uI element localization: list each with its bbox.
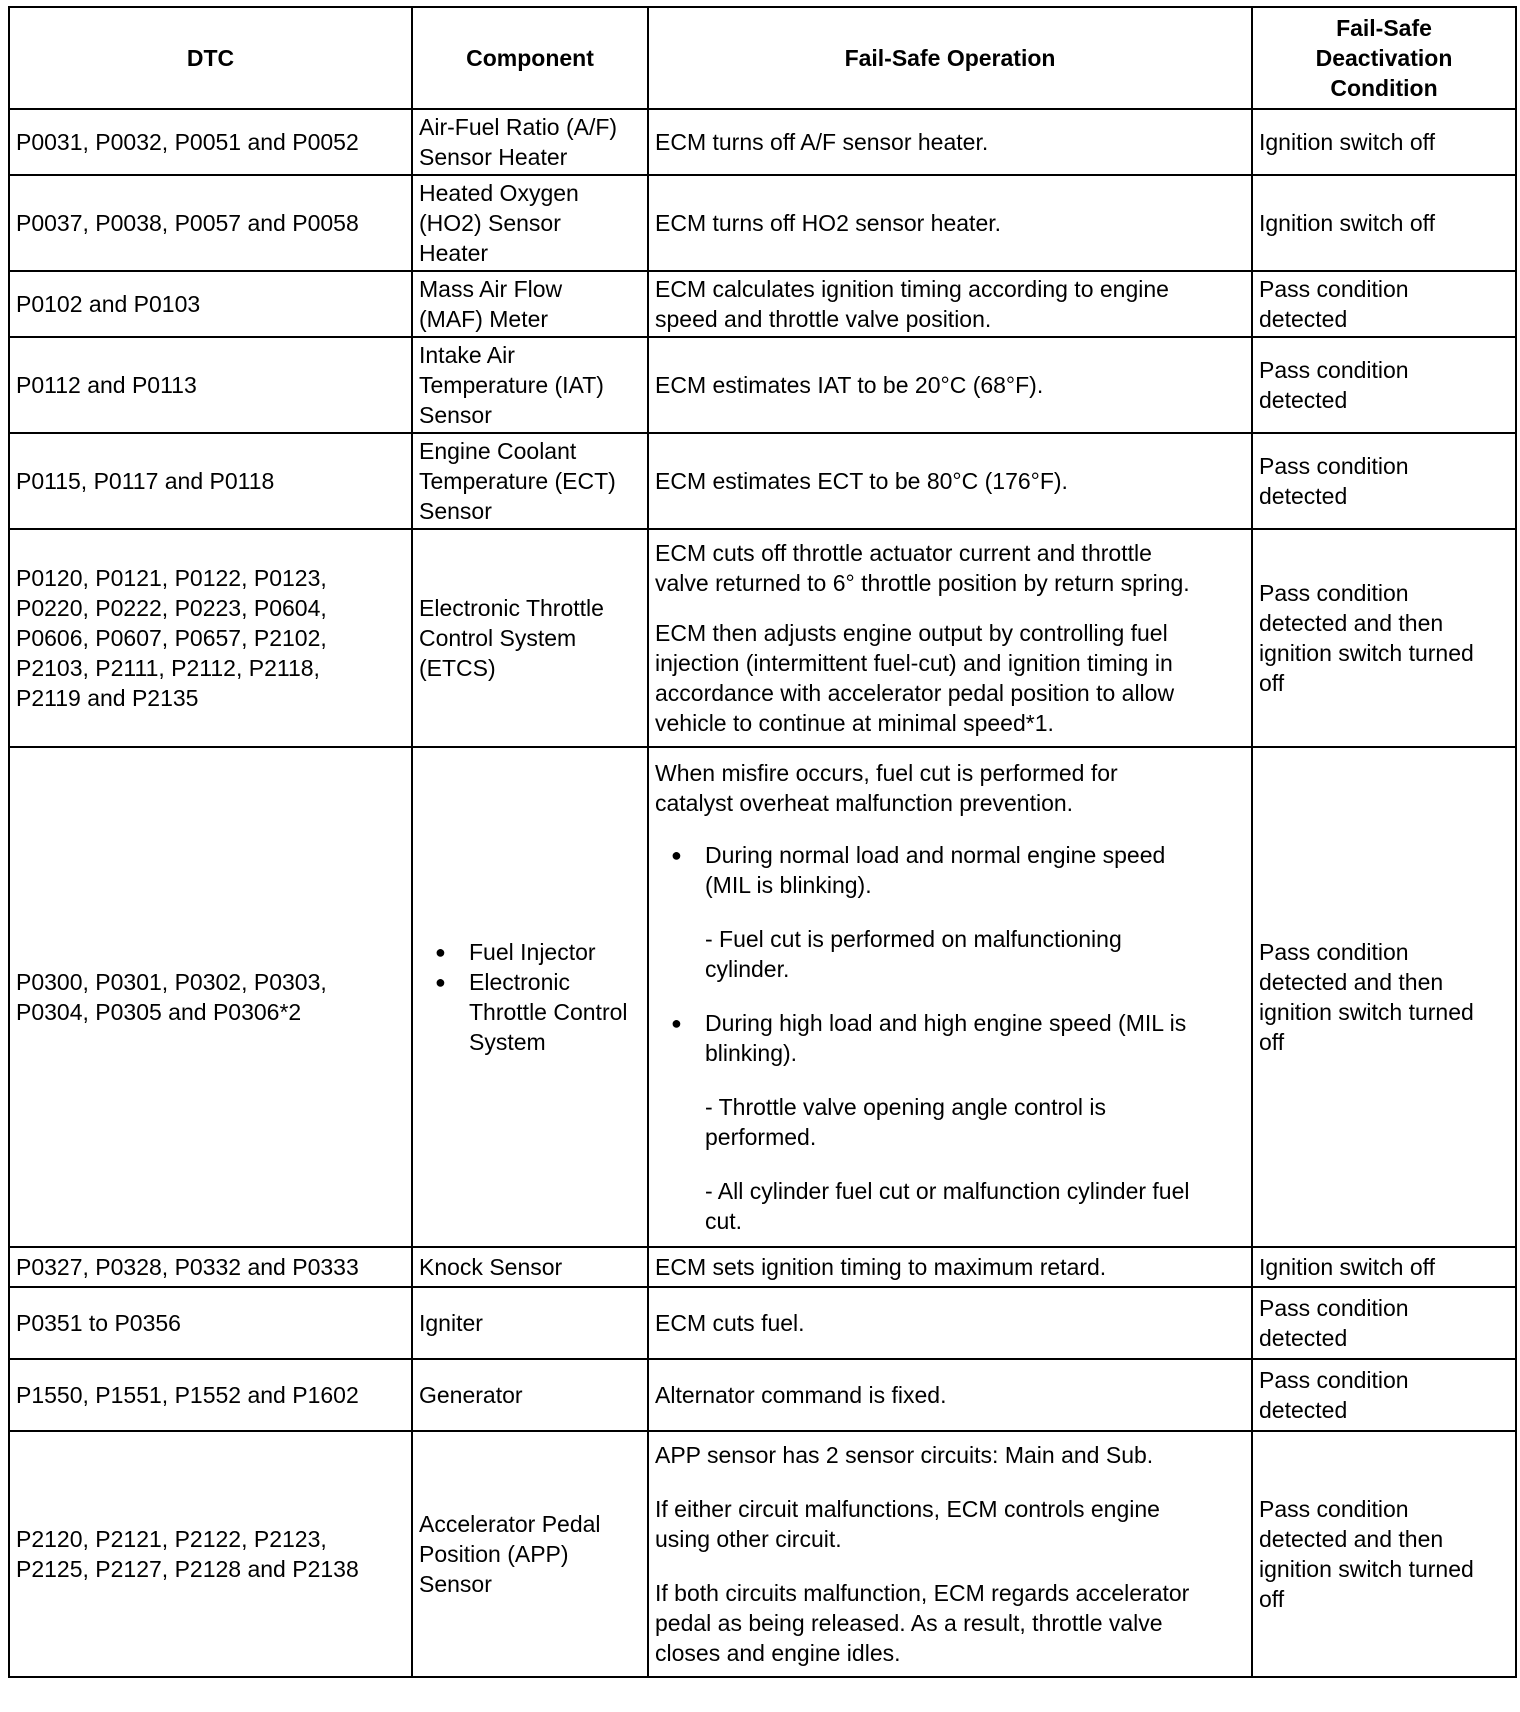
operation-cell bbox=[648, 529, 1252, 747]
operation-cell: ECM cuts fuel. bbox=[648, 1287, 1252, 1359]
component-cell: Engine Coolant Temperature (ECT) Sensor bbox=[412, 433, 648, 529]
list-sub-item: - Throttle valve opening angle control is performed. bbox=[705, 1094, 1107, 1150]
table-row bbox=[9, 529, 1516, 747]
table-row bbox=[9, 109, 1516, 175]
list-item: ● During high load and high engine speed (MIL is blinking). - Throttle valve opening angle control is performed. - All cylinder fuel cut or malfunction cylinder fuel cut. bbox=[655, 1008, 1245, 1236]
header-deactivation: Fail-Safe Deactivation Condition bbox=[1252, 7, 1516, 109]
component-cell: Mass Air Flow (MAF) Meter bbox=[412, 271, 648, 337]
deactivation-cell: Pass condition detected and then ignition switch turned off bbox=[1252, 529, 1516, 747]
list-item: ● During normal load and normal engine speed (MIL is blinking). - Fuel cut is performed on malfunctioning cylinder. bbox=[655, 840, 1245, 984]
operation-cell: ECM estimates ECT to be 80°C (176°F). bbox=[648, 433, 1252, 529]
dtc-cell: P0031, P0032, P0051 and P0052 bbox=[9, 109, 412, 175]
header-component: Component bbox=[412, 7, 648, 109]
table-row bbox=[9, 1247, 1516, 1287]
deactivation-cell: Pass condition detected bbox=[1252, 1359, 1516, 1431]
table-row bbox=[9, 271, 1516, 337]
dtc-cell: P2120, P2121, P2122, P2123, P2125, P2127, P2128 and P2138 bbox=[9, 1431, 412, 1677]
operation-paragraph: When misfire occurs, fuel cut is performed for catalyst overheat malfunction prevention. bbox=[655, 760, 1118, 816]
operation-cell: Alternator command is fixed. bbox=[648, 1359, 1252, 1431]
operation-paragraph: ECM then adjusts engine output by controlling fuel injection (intermittent fuel-cut) and ignition timing in accordance with accelerator pedal position to allow vehicle to continue at minimal speed*1. bbox=[655, 620, 1175, 736]
component-bullet-list bbox=[419, 937, 641, 1057]
operation-cell: ECM turns off A/F sensor heater. bbox=[648, 109, 1252, 175]
list-item: ● Electronic Throttle Control System bbox=[419, 967, 641, 1057]
list-sub-item: - All cylinder fuel cut or malfunction cylinder fuel cut. bbox=[705, 1178, 1190, 1234]
component-cell: Air-Fuel Ratio (A/F) Sensor Heater bbox=[412, 109, 648, 175]
component-cell: Generator bbox=[412, 1359, 648, 1431]
table-row bbox=[9, 175, 1516, 271]
component-cell: Accelerator Pedal Position (APP) Sensor bbox=[412, 1431, 648, 1677]
operation-cell: ECM sets ignition timing to maximum retard. bbox=[648, 1247, 1252, 1287]
deactivation-cell: Ignition switch off bbox=[1252, 175, 1516, 271]
deactivation-cell: Pass condition detected bbox=[1252, 433, 1516, 529]
operation-paragraph: If either circuit malfunctions, ECM controls engine using other circuit. bbox=[655, 1496, 1160, 1552]
table-row bbox=[9, 337, 1516, 433]
list-item: ● Fuel Injector bbox=[419, 937, 641, 967]
deactivation-cell: Pass condition detected bbox=[1252, 337, 1516, 433]
table-row bbox=[9, 1287, 1516, 1359]
deactivation-cell: Pass condition detected and then ignition switch turned off bbox=[1252, 747, 1516, 1247]
header-row bbox=[9, 7, 1516, 109]
deactivation-cell: Ignition switch off bbox=[1252, 1247, 1516, 1287]
component-cell: Electronic Throttle Control System (ETCS) bbox=[412, 529, 648, 747]
operation-cell bbox=[648, 1431, 1252, 1677]
component-cell: Heated Oxygen (HO2) Sensor Heater bbox=[412, 175, 648, 271]
deactivation-cell: Pass condition detected bbox=[1252, 1287, 1516, 1359]
table-row bbox=[9, 1359, 1516, 1431]
list-sub-item: - Fuel cut is performed on malfunctioning cylinder. bbox=[705, 926, 1122, 982]
dtc-cell: P0300, P0301, P0302, P0303, P0304, P0305 and P0306*2 bbox=[9, 747, 412, 1247]
operation-bullet-list bbox=[655, 840, 1245, 1236]
operation-paragraph: APP sensor has 2 sensor circuits: Main and Sub. bbox=[655, 1442, 1154, 1468]
component-cell bbox=[412, 747, 648, 1247]
dtc-cell: P0351 to P0356 bbox=[9, 1287, 412, 1359]
operation-paragraph: If both circuits malfunction, ECM regards accelerator pedal as being released. As a result, throttle valve closes and engine idles. bbox=[655, 1580, 1190, 1666]
dtc-cell: P0120, P0121, P0122, P0123, P0220, P0222, P0223, P0604, P0606, P0607, P0657, P2102, P2103, P2111, P2112, P2118, P2119 and P2135 bbox=[9, 529, 412, 747]
deactivation-cell: Pass condition detected and then ignition switch turned off bbox=[1252, 1431, 1516, 1677]
component-cell: Intake Air Temperature (IAT) Sensor bbox=[412, 337, 648, 433]
table-row bbox=[9, 433, 1516, 529]
dtc-cell: P0037, P0038, P0057 and P0058 bbox=[9, 175, 412, 271]
operation-cell bbox=[648, 747, 1252, 1247]
operation-paragraph: ECM cuts off throttle actuator current and throttle valve returned to 6° throttle position by return spring. bbox=[655, 540, 1190, 596]
dtc-cell: P0327, P0328, P0332 and P0333 bbox=[9, 1247, 412, 1287]
deactivation-cell: Pass condition detected bbox=[1252, 271, 1516, 337]
dtc-cell: P0112 and P0113 bbox=[9, 337, 412, 433]
dtc-cell: P1550, P1551, P1552 and P1602 bbox=[9, 1359, 412, 1431]
fail-safe-table bbox=[8, 6, 1517, 1678]
operation-cell: ECM estimates IAT to be 20°C (68°F). bbox=[648, 337, 1252, 433]
dtc-cell: P0102 and P0103 bbox=[9, 271, 412, 337]
deactivation-cell: Ignition switch off bbox=[1252, 109, 1516, 175]
header-operation: Fail-Safe Operation bbox=[648, 7, 1252, 109]
operation-cell: ECM turns off HO2 sensor heater. bbox=[648, 175, 1252, 271]
component-cell: Knock Sensor bbox=[412, 1247, 648, 1287]
table-row bbox=[9, 747, 1516, 1247]
table-row bbox=[9, 1431, 1516, 1677]
dtc-cell: P0115, P0117 and P0118 bbox=[9, 433, 412, 529]
header-dtc: DTC bbox=[9, 7, 412, 109]
operation-cell: ECM calculates ignition timing according to engine speed and throttle valve position. bbox=[648, 271, 1252, 337]
component-cell: Igniter bbox=[412, 1287, 648, 1359]
